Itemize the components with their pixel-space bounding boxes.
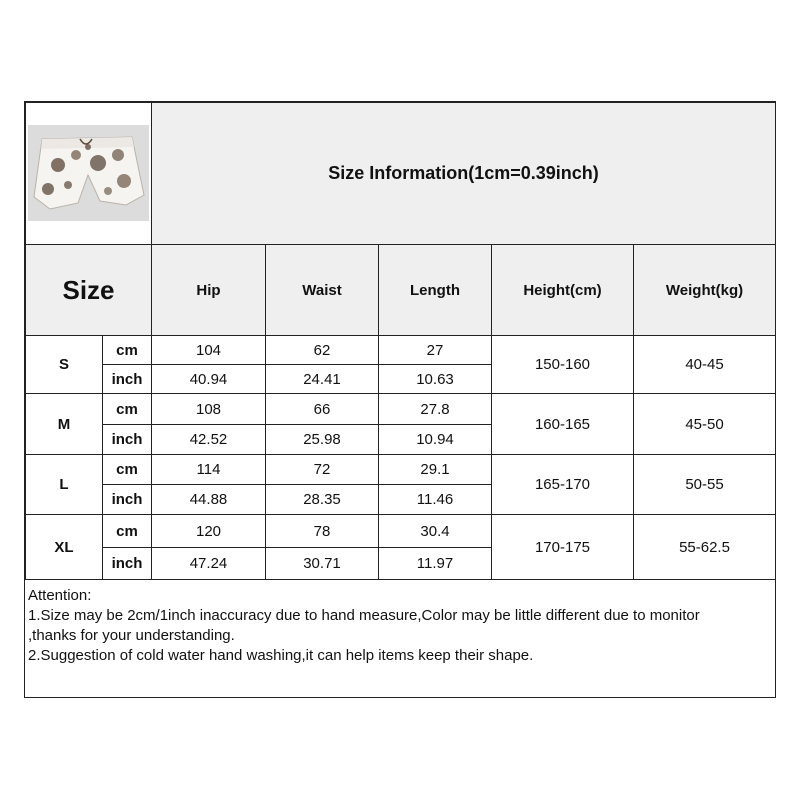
header-size: Size: [26, 245, 152, 336]
unit-inch: inch: [103, 548, 152, 580]
cell-weight: 50-55: [634, 455, 776, 515]
notes-heading: Attention:: [28, 587, 92, 604]
cell-length-cm: 30.4: [379, 515, 492, 548]
cell-height: 165-170: [492, 455, 634, 515]
cell-waist-inch: 24.41: [266, 365, 379, 394]
cell-waist-cm: 66: [266, 394, 379, 425]
header-weight: Weight(kg): [634, 245, 776, 336]
header-length: Length: [379, 245, 492, 336]
cell-length-inch: 11.97: [379, 548, 492, 580]
note-line-2: 2.Suggestion of cold water hand washing,it can help items keep their shape.: [28, 647, 534, 664]
unit-cm: cm: [103, 336, 152, 365]
cell-length-cm: 29.1: [379, 455, 492, 485]
attention-notes: [25, 580, 775, 698]
cell-waist-inch: 28.35: [266, 485, 379, 515]
unit-inch: inch: [103, 485, 152, 515]
shorts-photo: [28, 125, 149, 221]
cell-length-cm: 27.8: [379, 394, 492, 425]
cell-height: 160-165: [492, 394, 634, 455]
size-label-s: S: [26, 336, 103, 394]
cell-length-inch: 10.63: [379, 365, 492, 394]
size-label-m: M: [26, 394, 103, 455]
note-line-1: 1.Size may be 2cm/1inch inaccuracy due to hand measure,Color may be little different due to monitor: [28, 607, 700, 624]
cell-hip-cm: 108: [152, 394, 266, 425]
cell-waist-cm: 62: [266, 336, 379, 365]
cell-height: 150-160: [492, 336, 634, 394]
header-waist: Waist: [266, 245, 379, 336]
unit-inch: inch: [103, 425, 152, 455]
cell-weight: 55-62.5: [634, 515, 776, 580]
cell-length-inch: 11.46: [379, 485, 492, 515]
unit-cm: cm: [103, 455, 152, 485]
header-hip: Hip: [152, 245, 266, 336]
unit-inch: inch: [103, 365, 152, 394]
cell-hip-cm: 120: [152, 515, 266, 548]
note-line-1-continued: ,thanks for your understanding.: [28, 627, 235, 644]
cell-length-cm: 27: [379, 336, 492, 365]
cell-hip-inch: 44.88: [152, 485, 266, 515]
unit-cm: cm: [103, 394, 152, 425]
cell-waist-cm: 72: [266, 455, 379, 485]
size-label-l: L: [26, 455, 103, 515]
cell-weight: 45-50: [634, 394, 776, 455]
cell-hip-inch: 47.24: [152, 548, 266, 580]
chart-title: Size Information(1cm=0.39inch): [152, 103, 776, 245]
size-table: [25, 102, 776, 580]
cell-weight: 40-45: [634, 336, 776, 394]
cell-hip-inch: 42.52: [152, 425, 266, 455]
cell-waist-inch: 30.71: [266, 548, 379, 580]
cell-hip-inch: 40.94: [152, 365, 266, 394]
cell-hip-cm: 104: [152, 336, 266, 365]
size-chart: [24, 101, 776, 698]
header-height: Height(cm): [492, 245, 634, 336]
cell-height: 170-175: [492, 515, 634, 580]
cell-hip-cm: 114: [152, 455, 266, 485]
cell-waist-inch: 25.98: [266, 425, 379, 455]
cell-waist-cm: 78: [266, 515, 379, 548]
cell-length-inch: 10.94: [379, 425, 492, 455]
size-label-xl: XL: [26, 515, 103, 580]
product-photo-cell: [26, 103, 152, 245]
unit-cm: cm: [103, 515, 152, 548]
